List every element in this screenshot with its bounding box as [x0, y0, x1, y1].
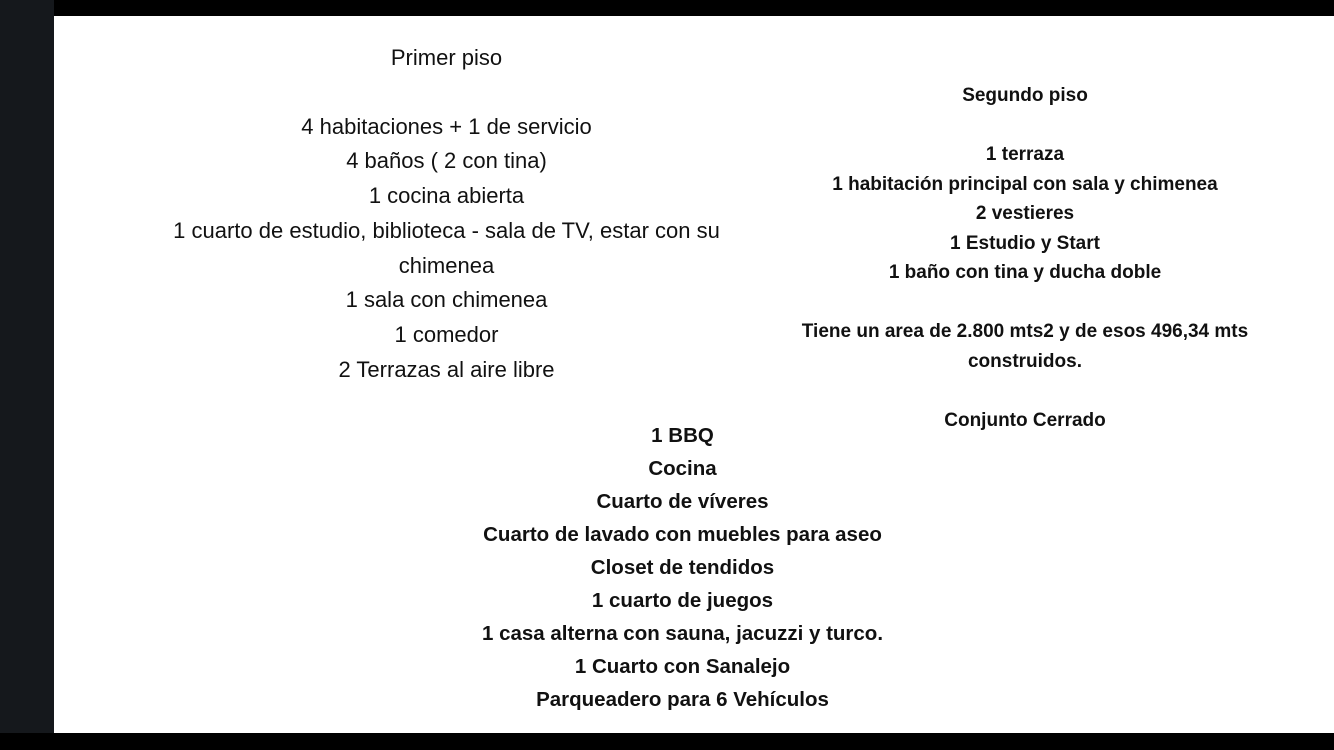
bottom-border	[0, 733, 1334, 750]
segundo-piso-item: 2 vestieres	[975, 203, 1075, 224]
primer-piso-item: 1 sala con chimenea	[345, 287, 548, 313]
extras-item: 1 casa alterna con sauna, jacuzzi y turco.	[481, 622, 884, 645]
extras-item: 1 Cuarto con Sanalejo	[574, 655, 791, 678]
segundo-piso-section	[754, 81, 1296, 435]
extras-item: Closet de tendidos	[590, 556, 775, 579]
primer-piso-item: 1 comedor	[394, 321, 499, 347]
segundo-piso-item: 1 Estudio y Start	[950, 232, 1100, 254]
segundo-piso-title: Segundo piso	[962, 85, 1088, 106]
primer-piso-item: 1 cuarto de estudio, biblioteca - sala de TV, estar con su chimenea	[173, 217, 720, 278]
extras-section	[374, 419, 991, 716]
segundo-piso-item: 1 terraza	[985, 144, 1065, 165]
extras-item: Cuarto de lavado con muebles para aseo	[483, 523, 882, 546]
segundo-piso-item: 1 habitación principal con sala y chimenea	[832, 173, 1218, 195]
primer-piso-title: Primer piso	[390, 45, 503, 70]
left-border	[0, 0, 54, 750]
primer-piso-section	[134, 41, 759, 387]
top-border	[0, 0, 1334, 16]
document-page	[54, 16, 1334, 733]
extras-item: Cuarto de víveres	[596, 490, 769, 513]
primer-piso-item: 4 baños ( 2 con tina)	[346, 148, 547, 174]
primer-piso-item: 2 Terrazas al aire libre	[338, 356, 555, 382]
area-text: Tiene un area de 2.800 mts2 y de esos 496,34 mts construidos.	[801, 321, 1249, 372]
primer-piso-item: 1 cocina abierta	[368, 183, 525, 209]
segundo-piso-item: 1 baño con tina y ducha doble	[888, 262, 1162, 283]
conjunto-cerrado-text: Conjunto Cerrado	[944, 409, 1106, 431]
extras-item: 1 cuarto de juegos	[591, 589, 774, 612]
extras-item: Parqueadero para 6 Vehículos	[536, 688, 829, 711]
extras-item: Cocina	[648, 457, 717, 480]
extras-item: 1 BBQ	[651, 424, 714, 447]
primer-piso-item: 4 habitaciones + 1 de servicio	[301, 113, 592, 139]
